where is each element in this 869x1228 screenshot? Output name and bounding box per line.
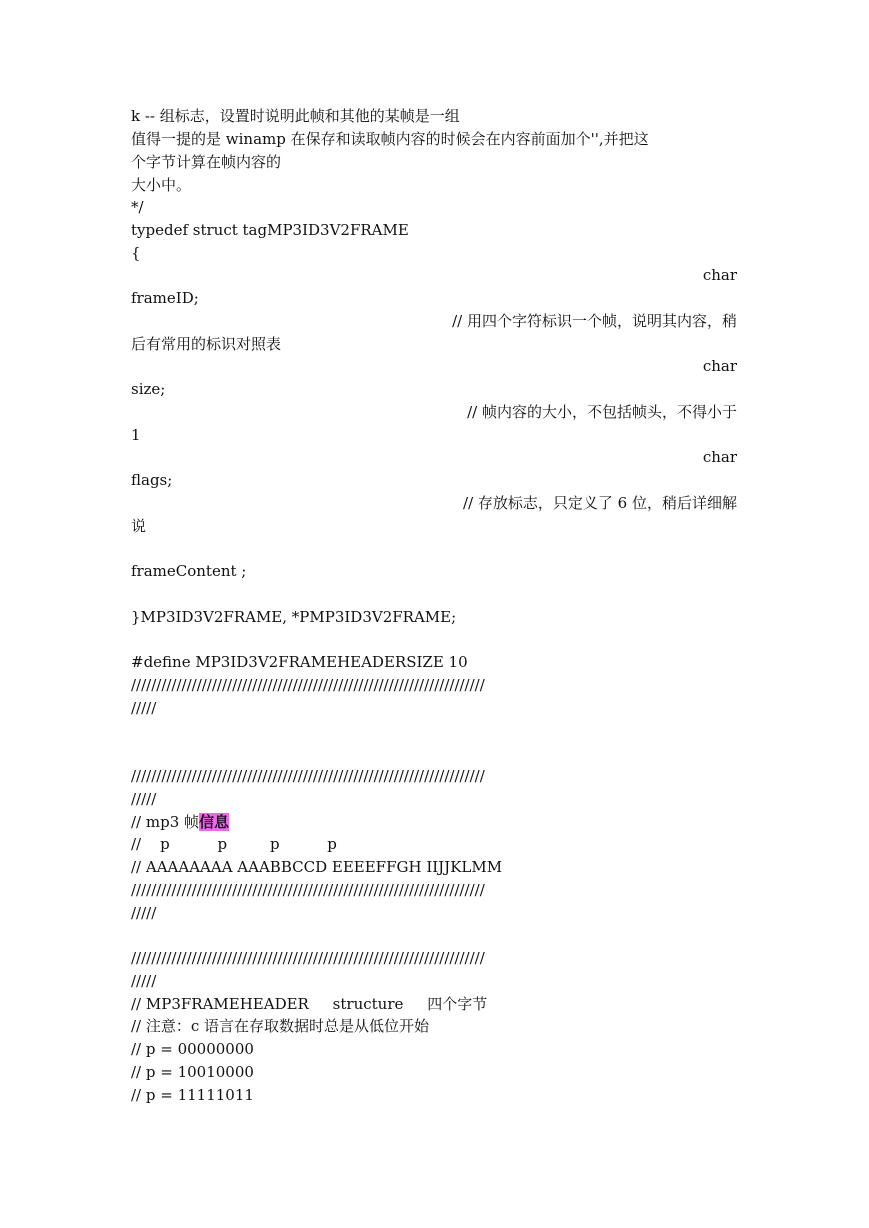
text-line: }MP3ID3V2FRAME, *PMP3ID3V2FRAME; xyxy=(131,608,457,626)
text-line: size; xyxy=(131,380,166,398)
divider-line: ////////////////////////////////////////////////////////////////////// xyxy=(131,676,485,694)
text-line: 1 xyxy=(131,426,141,444)
code-comment xyxy=(131,583,737,606)
text-line: // AAAAAAAA AAABBCCD EEEEFFGH IIJJKLMM xyxy=(131,858,503,876)
divider-line: ///// xyxy=(131,904,157,922)
text-line: { xyxy=(131,244,141,262)
text-line: // 注意：c 语言在存取数据时总是从低位开始 xyxy=(131,1017,430,1035)
text-line: char xyxy=(702,448,737,466)
divider-line: ////////////////////////////////////////////////////////////////////// xyxy=(131,949,485,967)
text-line: // p = 10010000 xyxy=(131,1063,254,1081)
text-line: // p = 00000000 xyxy=(131,1040,254,1058)
text-line: #define MP3ID3V2FRAMEHEADERSIZE 10 xyxy=(131,653,468,671)
divider-line: ///// xyxy=(131,790,157,808)
code-comment: // 帧内容的大小，不包括帧头，不得小于 xyxy=(467,403,737,421)
text-line: 大小中。 xyxy=(131,176,192,194)
text-line: 后有常用的标识对照表 xyxy=(131,335,282,353)
text-line: char xyxy=(702,266,737,284)
text-line: */ xyxy=(131,198,144,216)
highlighted-text: 信息 xyxy=(199,813,230,831)
text-line: // MP3FRAMEHEADER structure 四个字节 xyxy=(131,995,488,1013)
divider-line: ///// xyxy=(131,699,157,717)
text-line: // p p p p xyxy=(131,835,337,853)
text-line: char xyxy=(702,357,737,375)
text-line: k -- 组标志，设置时说明此帧和其他的某帧是一组 xyxy=(131,107,460,125)
text-line: // p = 11111011 xyxy=(131,1086,254,1104)
text-line xyxy=(131,537,737,560)
divider-line: ///// xyxy=(131,972,157,990)
text-line xyxy=(131,811,737,834)
text-fragment: // mp3 帧 xyxy=(131,813,200,831)
code-comment: // 用四个字符标识一个帧，说明其内容，稍 xyxy=(452,312,737,330)
text-line: frameID; xyxy=(131,289,199,307)
text-line: 个字节计算在帧内容的 xyxy=(131,153,282,171)
divider-line: ////////////////////////////////////////////////////////////////////// xyxy=(131,881,485,899)
code-comment: // 存放标志，只定义了 6 位，稍后详细解 xyxy=(463,494,737,512)
text-line: frameContent ; xyxy=(131,562,247,580)
divider-line: ////////////////////////////////////////////////////////////////////// xyxy=(131,767,485,785)
text-line: flags; xyxy=(131,471,173,489)
text-line: typedef struct tagMP3ID3V2FRAME xyxy=(131,221,409,239)
text-line: 说 xyxy=(131,517,147,535)
text-line: 值得一提的是 winamp 在保存和读取帧内容的时候会在内容前面加个'',并把这 xyxy=(131,130,649,148)
